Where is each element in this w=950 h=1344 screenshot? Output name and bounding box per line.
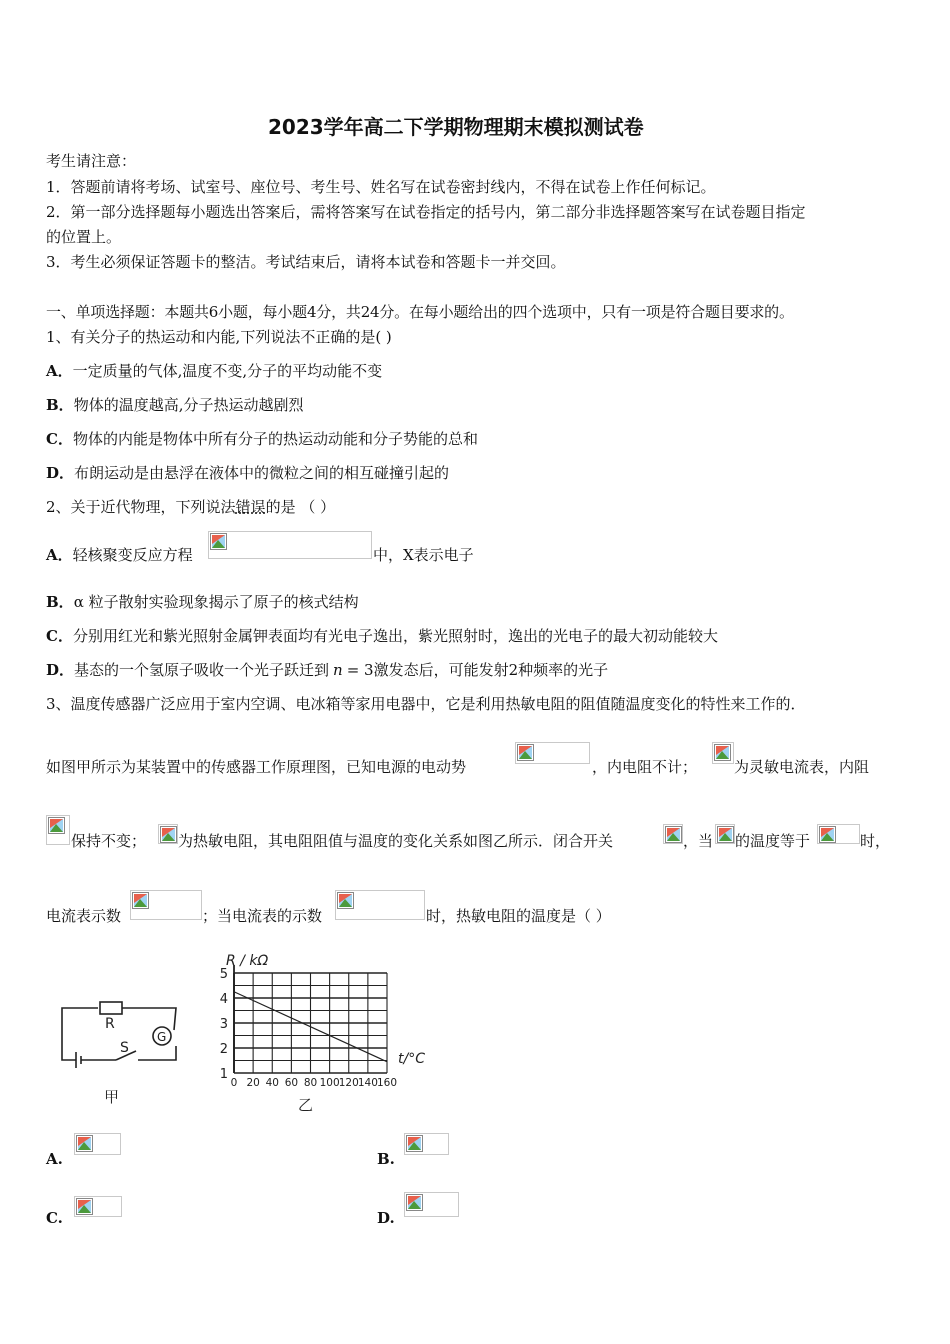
- q3-line2-a: 如图甲所示为某装置中的传感器工作原理图，已知电源的电动势: [46, 758, 467, 776]
- q3-option-b-image: [404, 1133, 449, 1155]
- chart-grid: [234, 965, 387, 1073]
- image-placeholder-icon: [406, 1194, 423, 1211]
- q3-option-a-label: A.: [46, 1150, 63, 1168]
- temperature-image: [817, 824, 860, 844]
- current-image: [130, 890, 202, 920]
- x-tick-label: 160: [376, 1077, 398, 1089]
- q1-stem: 1、有关分子的热运动和内能,下列说法不正确的是( ): [46, 328, 392, 346]
- option-label: C．: [46, 627, 73, 645]
- circuit-caption: 甲: [104, 1088, 120, 1106]
- image-placeholder-icon: [717, 826, 734, 843]
- q3-option-b-label: B.: [377, 1150, 395, 1168]
- image-placeholder-icon: [714, 744, 731, 761]
- option-text: 轻核聚变反应方程: [72, 546, 193, 564]
- image-placeholder-icon: [406, 1135, 423, 1152]
- q3-line4-b: ；当电流表的示数: [202, 907, 323, 925]
- option-label: B．: [46, 593, 74, 611]
- image-placeholder-icon: [210, 533, 227, 550]
- q3-line3-d: 的温度等于: [735, 832, 811, 850]
- chart-x-label: t/°C: [398, 1051, 425, 1067]
- circuit-diagram: [50, 990, 190, 1110]
- q2-option-a-end: 中，X表示电子: [373, 546, 474, 564]
- image-placeholder-icon: [76, 1135, 93, 1152]
- option-text: 物体的温度越高,分子热运动越剧烈: [73, 396, 304, 414]
- y-tick-label: 5: [219, 967, 228, 982]
- image-placeholder-icon: [337, 892, 354, 909]
- math-variable: n: [333, 661, 343, 679]
- x-tick-label: 80: [303, 1077, 318, 1089]
- option-label: D．: [46, 464, 75, 482]
- galvanometer-image: [712, 742, 734, 764]
- thermistor-image: [158, 824, 178, 844]
- notice-item-2-cont: 的位置上。: [46, 228, 122, 246]
- q3-line3-a: 保持不变；: [71, 832, 147, 850]
- q1-option-a: [46, 361, 382, 381]
- q1-option-c: [46, 429, 478, 449]
- x-tick-label: 100: [319, 1077, 340, 1089]
- x-tick-label: 40: [265, 1077, 279, 1089]
- q3-option-d-label: D.: [377, 1209, 395, 1227]
- x-tick-label: 140: [357, 1077, 378, 1089]
- q1-option-b: [46, 395, 303, 415]
- q1-option-d: [46, 463, 449, 483]
- image-placeholder-icon: [48, 817, 65, 834]
- q3-line4-a: 电流表示数: [46, 907, 122, 925]
- q2-stem: [46, 497, 335, 517]
- circuit-label-s: S: [120, 1040, 129, 1056]
- y-tick-label: 2: [219, 1042, 228, 1057]
- x-tick-label: 20: [246, 1077, 260, 1089]
- option-text: 一定质量的气体,温度不变,分子的平均动能不变: [72, 362, 383, 380]
- notice-item-3: 3．考生必须保证答题卡的整洁。考试结束后，请将本试卷和答题卡一并交回。: [46, 253, 566, 271]
- y-tick-label: 1: [219, 1067, 228, 1082]
- option-label: B．: [46, 396, 74, 414]
- option-label: A．: [46, 546, 73, 564]
- image-placeholder-icon: [665, 826, 682, 843]
- image-placeholder-icon: [517, 744, 534, 761]
- y-tick-label: 4: [219, 992, 228, 1007]
- notice-item-2: 2．第一部分选择题每小题选出答案后，需将答案写在试卷指定的括号内，第二部分非选择题答案写在试卷题目指定: [46, 203, 806, 221]
- q3-option-d-image: [404, 1192, 459, 1217]
- option-label: A．: [46, 362, 73, 380]
- option-text: α 粒子散射实验现象揭示了原子的核式结构: [73, 593, 359, 611]
- equation-image: [208, 531, 372, 559]
- thermistor-image-2: [715, 824, 735, 844]
- q3-line2-c: 为灵敏电流表，内阻: [734, 758, 870, 776]
- q3-option-a-image: [74, 1133, 121, 1155]
- q3-line2-b: ，内电阻不计；: [592, 758, 698, 776]
- resistance-temperature-chart: [210, 945, 440, 1115]
- page-title: 2023学年高二下学期物理期末模拟测试卷: [268, 115, 644, 139]
- option-text-end: = 3激发态后，可能发射2种频率的光子: [346, 661, 609, 679]
- q2-option-a: [46, 545, 193, 565]
- option-text: 物体的内能是物体中所有分子的热运动动能和分子势能的总和: [72, 430, 478, 448]
- q3-line3-e: 时，: [860, 832, 891, 850]
- q2-option-c: [46, 626, 718, 646]
- q3-option-c-label: C.: [46, 1209, 63, 1227]
- image-placeholder-icon: [819, 826, 836, 843]
- image-placeholder-icon: [76, 1198, 93, 1215]
- chart-y-label: R / kΩ: [226, 953, 269, 969]
- option-label: C．: [46, 430, 73, 448]
- resistance-image: [46, 815, 70, 845]
- q3-line3-b: 为热敏电阻，其电阻阻值与温度的变化关系如图乙所示．闭合开关: [178, 832, 614, 850]
- q3-line4-c: 时，热敏电阻的温度是（ ）: [426, 907, 611, 925]
- option-text: 分别用红光和紫光照射金属钾表面均有光电子逸出，紫光照射时，逸出的光电子的最大初动能较大: [72, 627, 718, 645]
- option-text: 布朗运动是由悬浮在液体中的微粒之间的相互碰撞引起的: [74, 464, 450, 482]
- notice-item-1: 1．答题前请将考场、试室号、座位号、考生号、姓名写在试卷密封线内，不得在试卷上作任何标记。: [46, 178, 716, 196]
- section-heading: 一、单项选择题：本题共6小题，每小题4分，共24分。在每小题给出的四个选项中，只有一项是符合题目要求的。: [46, 303, 794, 321]
- q2-emphasis: 错误: [235, 498, 266, 516]
- circuit-label-g: G: [157, 1030, 167, 1044]
- emf-image: [515, 742, 590, 764]
- x-tick-label: 60: [284, 1077, 299, 1089]
- q2-option-d: [46, 660, 608, 680]
- q3-line3-c: ，当: [683, 832, 714, 850]
- x-tick-label: 0: [230, 1077, 238, 1089]
- circuit-label-r: R: [105, 1016, 115, 1032]
- option-text: 基态的一个氢原子吸收一个光子跃迁到: [74, 661, 330, 679]
- option-label: D．: [46, 661, 75, 679]
- q3-option-c-image: [74, 1196, 122, 1217]
- q2-option-b: [46, 592, 359, 612]
- image-placeholder-icon: [132, 892, 149, 909]
- q3-stem: 3、温度传感器广泛应用于室内空调、电冰箱等家用电器中，它是利用热敏电阻的阻值随温度变化的特性来工作的．: [46, 695, 806, 713]
- switch-image: [663, 824, 683, 844]
- y-tick-label: 3: [219, 1017, 228, 1032]
- current-image-2: [335, 890, 425, 920]
- q2-stem-text-end: 的是 （ ）: [265, 498, 336, 516]
- notice-heading: 考生请注意：: [46, 152, 137, 170]
- image-placeholder-icon: [160, 826, 177, 843]
- q2-stem-text: 2、关于近代物理，下列说法: [46, 498, 236, 516]
- chart-caption: 乙: [298, 1096, 314, 1114]
- x-tick-label: 120: [338, 1077, 359, 1089]
